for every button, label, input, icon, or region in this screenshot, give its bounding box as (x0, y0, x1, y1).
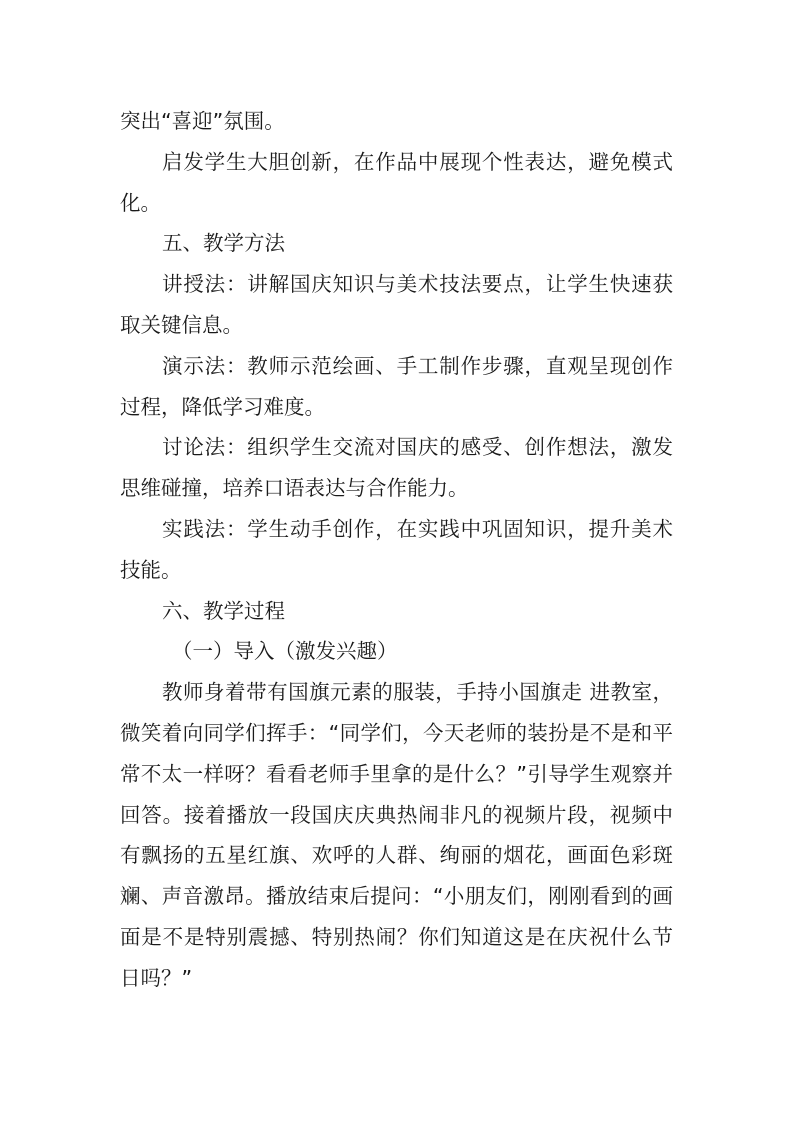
paragraph-practice-method: 实践法：学生动手创作，在实践中巩固知识，提升美术技能。 (120, 516, 673, 582)
paragraph-innovation: 启发学生大胆创新，在作品中展现个性表达，避免模式化。 (120, 149, 673, 215)
paragraph-lecture-method: 讲授法：讲解国庆知识与美术技法要点，让学生快速获取关键信息。 (120, 272, 673, 337)
document-body (120, 101, 673, 999)
section-heading-teaching-process: 六、教学过程 (162, 598, 285, 623)
paragraph-demonstration-method: 演示法：教师示范绘画、手工制作步骤，直观呈现创作过程，降低学习难度。 (120, 353, 673, 419)
subsection-heading-introduction: （一）导入（激发兴趣） (172, 639, 398, 664)
paragraph-introduction-activity: 教师身着带有国旗元素的服装，手持小国旗走 进教室，微笑着向同学们挥手：“同学们，今天老师的装扮是不是和平常不太一样呀？看看老师手里拿的是什么？”引导学生观察并回答。接着播放一段国庆庆典热闹非凡的视频片段，视频中有飘扬的五星红旗、欢呼的人群、绚丽的烟花，画面色彩斑斓、声音激昂。播放结束后提问：“小朋友们，刚刚看到的画面是不是特别震撼、特别热闹？你们知道这是在庆祝什么节日吗？” (120, 680, 673, 990)
section-heading-teaching-methods: 五、教学方法 (162, 231, 285, 256)
paragraph-discussion-method: 讨论法：组织学生交流对国庆的感受、创作想法，激发思维碰撞，培养口语表达与合作能力。 (120, 435, 673, 501)
paragraph-continuation: 突出“喜迎”氛围。 (120, 109, 285, 133)
